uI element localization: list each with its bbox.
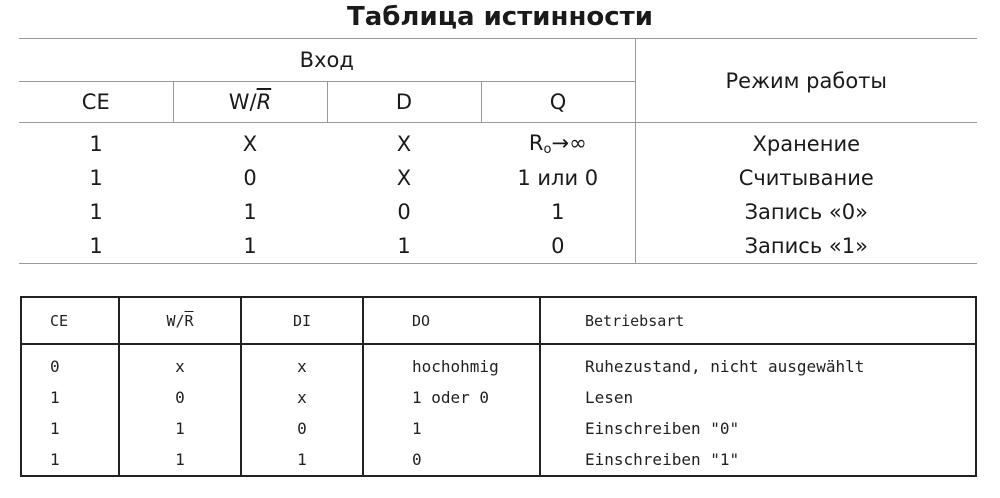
cell-w: 1 [173, 229, 327, 264]
cell-mode: Запись «0» [635, 195, 977, 229]
truth-table-german [20, 296, 977, 477]
col-do-header: DO [363, 297, 540, 344]
cell-ce: 1 [50, 419, 60, 438]
mode-header: Режим работы [635, 39, 977, 123]
table-row [19, 229, 977, 264]
cell-w: 1 [119, 413, 241, 444]
cell-mode: Einschreiben "1" [540, 444, 976, 476]
cell-w: 1 [243, 200, 257, 224]
cell-q-sub: o [543, 142, 552, 157]
cell-di: 0 [241, 413, 363, 444]
cell-do: 1 [363, 413, 540, 444]
col-r-overline: $\overline{R}$ [256, 90, 272, 114]
col-ce-header: CE [21, 297, 119, 344]
cell-di: x [241, 382, 363, 413]
cell-ce: 1 [19, 123, 173, 162]
cell-ce: 1 [50, 450, 60, 469]
col-w-header [119, 297, 241, 344]
cell-mode: Запись «1» [635, 229, 977, 264]
cell-do: hochohmig [363, 344, 540, 382]
cell-ce: 1 [19, 229, 173, 264]
cell-q: 0 [481, 229, 635, 264]
cell-w: x [119, 344, 241, 382]
header-row [21, 297, 976, 344]
cell-di: x [241, 344, 363, 382]
table-row [19, 161, 977, 195]
cell-mode: Einschreiben "0" [540, 413, 976, 444]
table-row [21, 413, 976, 444]
cell-ce: 1 [89, 200, 103, 224]
cell-d: X [396, 166, 412, 190]
cell-q: 1 [551, 200, 565, 224]
cell-d: 1 [327, 229, 481, 264]
truth-table-russian [19, 38, 977, 264]
cell-di: 1 [241, 444, 363, 476]
cell-q-tail: →∞ [551, 131, 587, 155]
table-row [19, 195, 977, 229]
col-d-header: D [327, 82, 481, 123]
cell-w: X [173, 123, 327, 162]
cell-d: 0 [397, 200, 411, 224]
cell-w: 0 [243, 166, 257, 190]
cell-mode: Считывание [635, 161, 977, 195]
table-row [21, 382, 976, 413]
table-row [21, 344, 976, 382]
cell-mode: Lesen [540, 382, 976, 413]
table-row [19, 123, 977, 162]
input-group-header: Вход [19, 39, 635, 82]
col-q-header: Q [481, 82, 635, 123]
cell-ce: 1 [89, 166, 103, 190]
cell-mode: Ruhezustand, nicht ausgewählt [540, 344, 976, 382]
col-r-overline: $\overline{R}$ [184, 311, 194, 330]
cell-q-main: R [528, 131, 544, 155]
col-ce-header: CE [19, 82, 173, 123]
table-row [21, 444, 976, 476]
col-di-header: DI [241, 297, 363, 344]
col-w-label: W/ [166, 311, 185, 330]
col-mode-header: Betriebsart [540, 297, 976, 344]
cell-q [481, 123, 635, 162]
cell-w: 0 [119, 382, 241, 413]
col-w-header [173, 82, 327, 123]
cell-q: 1 или 0 [517, 166, 599, 190]
cell-ce: 0 [50, 357, 60, 376]
cell-do: 0 [363, 444, 540, 476]
cell-ce: 1 [50, 388, 60, 407]
cell-w: 1 [119, 444, 241, 476]
cell-d: X [327, 123, 481, 162]
cell-do: 1 oder 0 [363, 382, 540, 413]
col-w-label: W/ [228, 90, 257, 114]
page-title: Таблица истинности [347, 2, 653, 32]
cell-mode: Хранение [635, 123, 977, 162]
header-row-group [19, 39, 977, 82]
